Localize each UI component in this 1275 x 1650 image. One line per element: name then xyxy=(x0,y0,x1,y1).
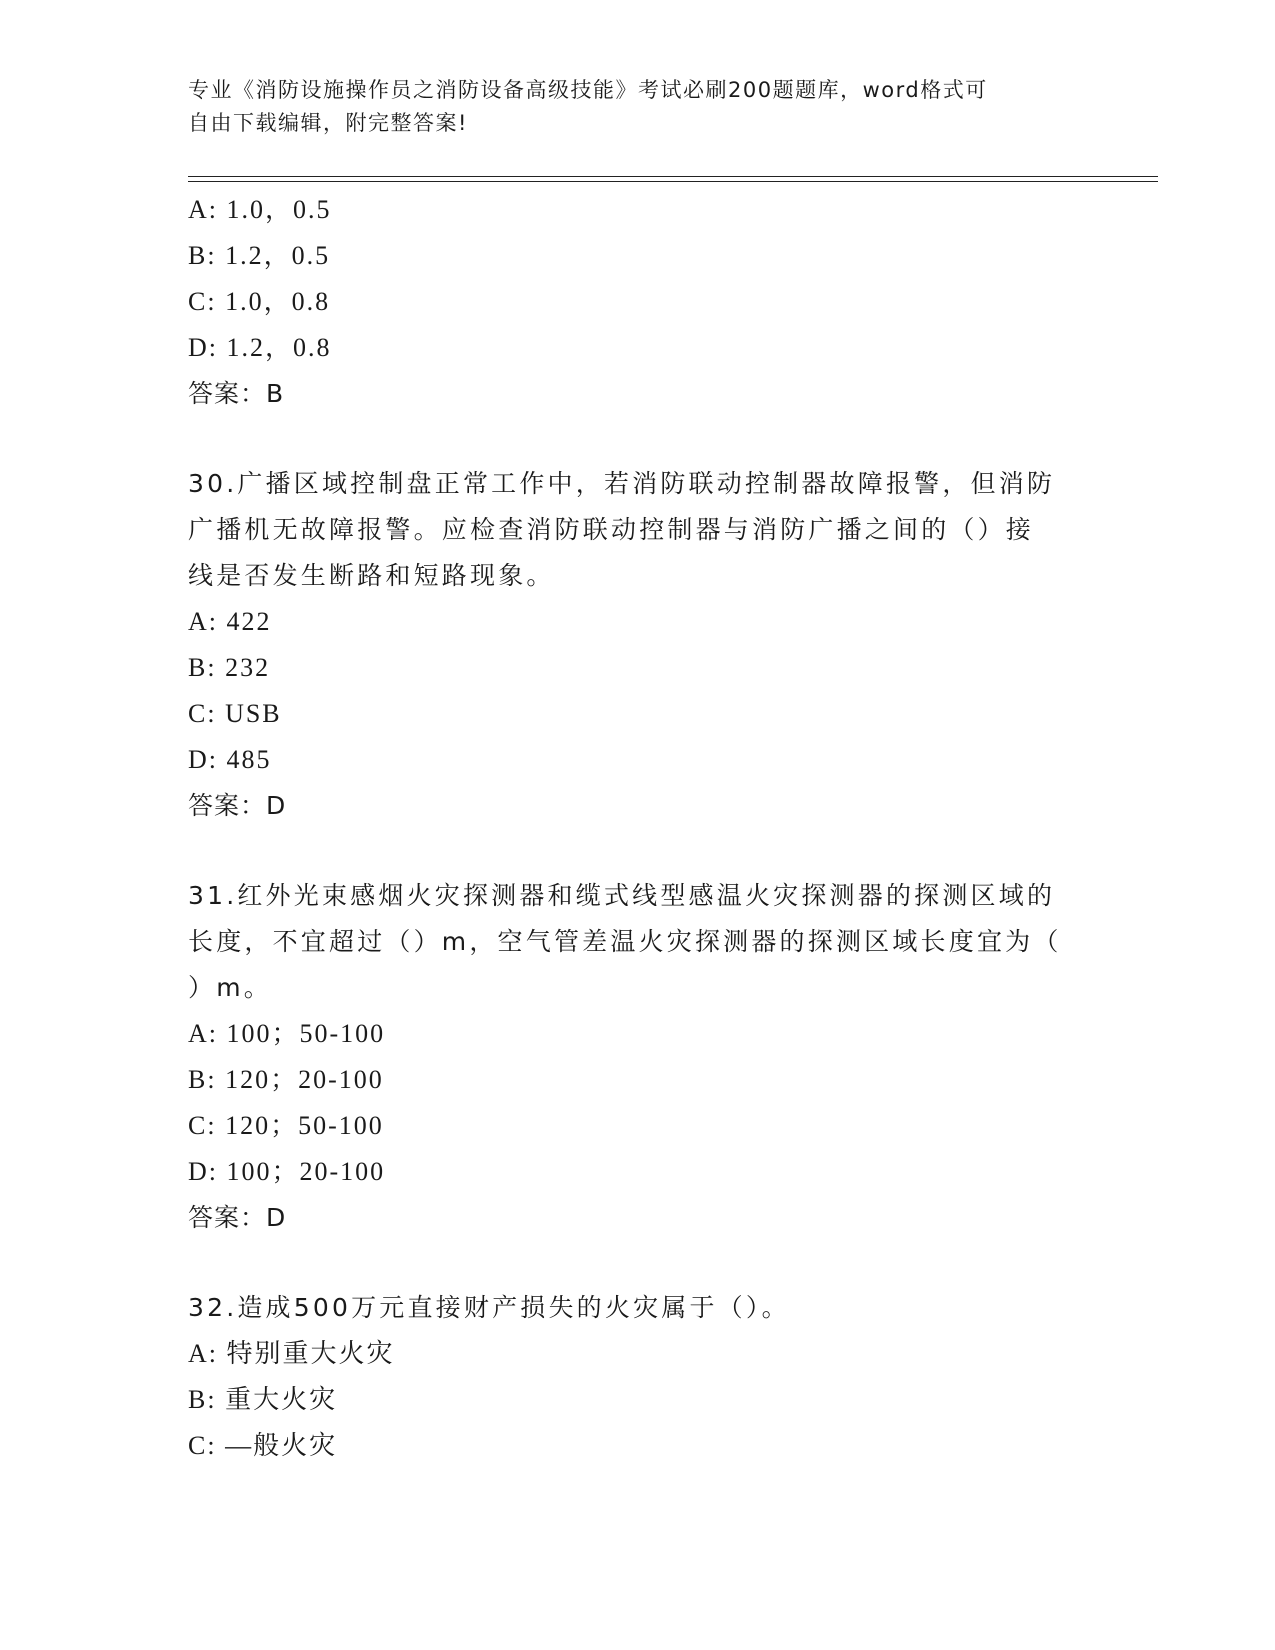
option-c: C: —般火灾 xyxy=(188,1431,338,1460)
header-divider xyxy=(188,176,1158,182)
option-d: D: 100；20-100 xyxy=(188,1157,386,1186)
option-d: D: 485 xyxy=(188,745,272,774)
question-stem-line: 30.广播区域控制盘正常工作中，若消防联动控制器故障报警，但消防 xyxy=(188,469,1056,498)
question-31 xyxy=(188,873,1088,1241)
option-d: D: 1.2，0.8 xyxy=(188,333,332,362)
option-b: B: 232 xyxy=(188,653,271,682)
question-30 xyxy=(188,461,1088,829)
question-stem-line: ）m。 xyxy=(188,973,272,1002)
spacer xyxy=(188,417,1088,461)
answer-label: 答案：B xyxy=(188,379,285,408)
answer-label: 答案：D xyxy=(188,791,287,820)
question-32 xyxy=(188,1285,1088,1469)
option-c: C: 120；50-100 xyxy=(188,1111,384,1140)
option-c: C: USB xyxy=(188,699,282,728)
option-b: B: 120；20-100 xyxy=(188,1065,384,1094)
answer-label: 答案：D xyxy=(188,1203,287,1232)
spacer xyxy=(188,1241,1088,1285)
header-title-line-1: 专业《消防设施操作员之消防设备高级技能》考试必刷200题题库，word格式可 xyxy=(188,78,988,102)
question-stem-line: 31.红外光束感烟火灾探测器和缆式线型感温火灾探测器的探测区域的 xyxy=(188,881,1056,910)
option-b: B: 重大火灾 xyxy=(188,1385,338,1414)
option-a: A: 422 xyxy=(188,607,272,636)
option-a: A: 1.0，0.5 xyxy=(188,195,332,224)
question-stem-line: 32.造成500万元直接财产损失的火灾属于（）。 xyxy=(188,1293,790,1322)
spacer xyxy=(188,829,1088,873)
question-list xyxy=(188,187,1088,1469)
option-b: B: 1.2，0.5 xyxy=(188,241,331,270)
option-a: A: 100；50-100 xyxy=(188,1019,386,1048)
option-c: C: 1.0，0.8 xyxy=(188,287,331,316)
question-stem-line: 线是否发生断路和短路现象。 xyxy=(188,561,555,590)
header-title-line-2: 自由下载编辑，附完整答案! xyxy=(188,111,468,135)
question-29 xyxy=(188,187,1088,417)
document-header xyxy=(188,74,1068,140)
option-a: A: 特别重大火灾 xyxy=(188,1339,395,1368)
question-stem-line: 广播机无故障报警。应检查消防联动控制器与消防广播之间的（）接 xyxy=(188,515,1035,544)
question-stem-line: 长度，不宜超过（）m，空气管差温火灾探测器的探测区域长度宜为（ xyxy=(188,927,1062,956)
